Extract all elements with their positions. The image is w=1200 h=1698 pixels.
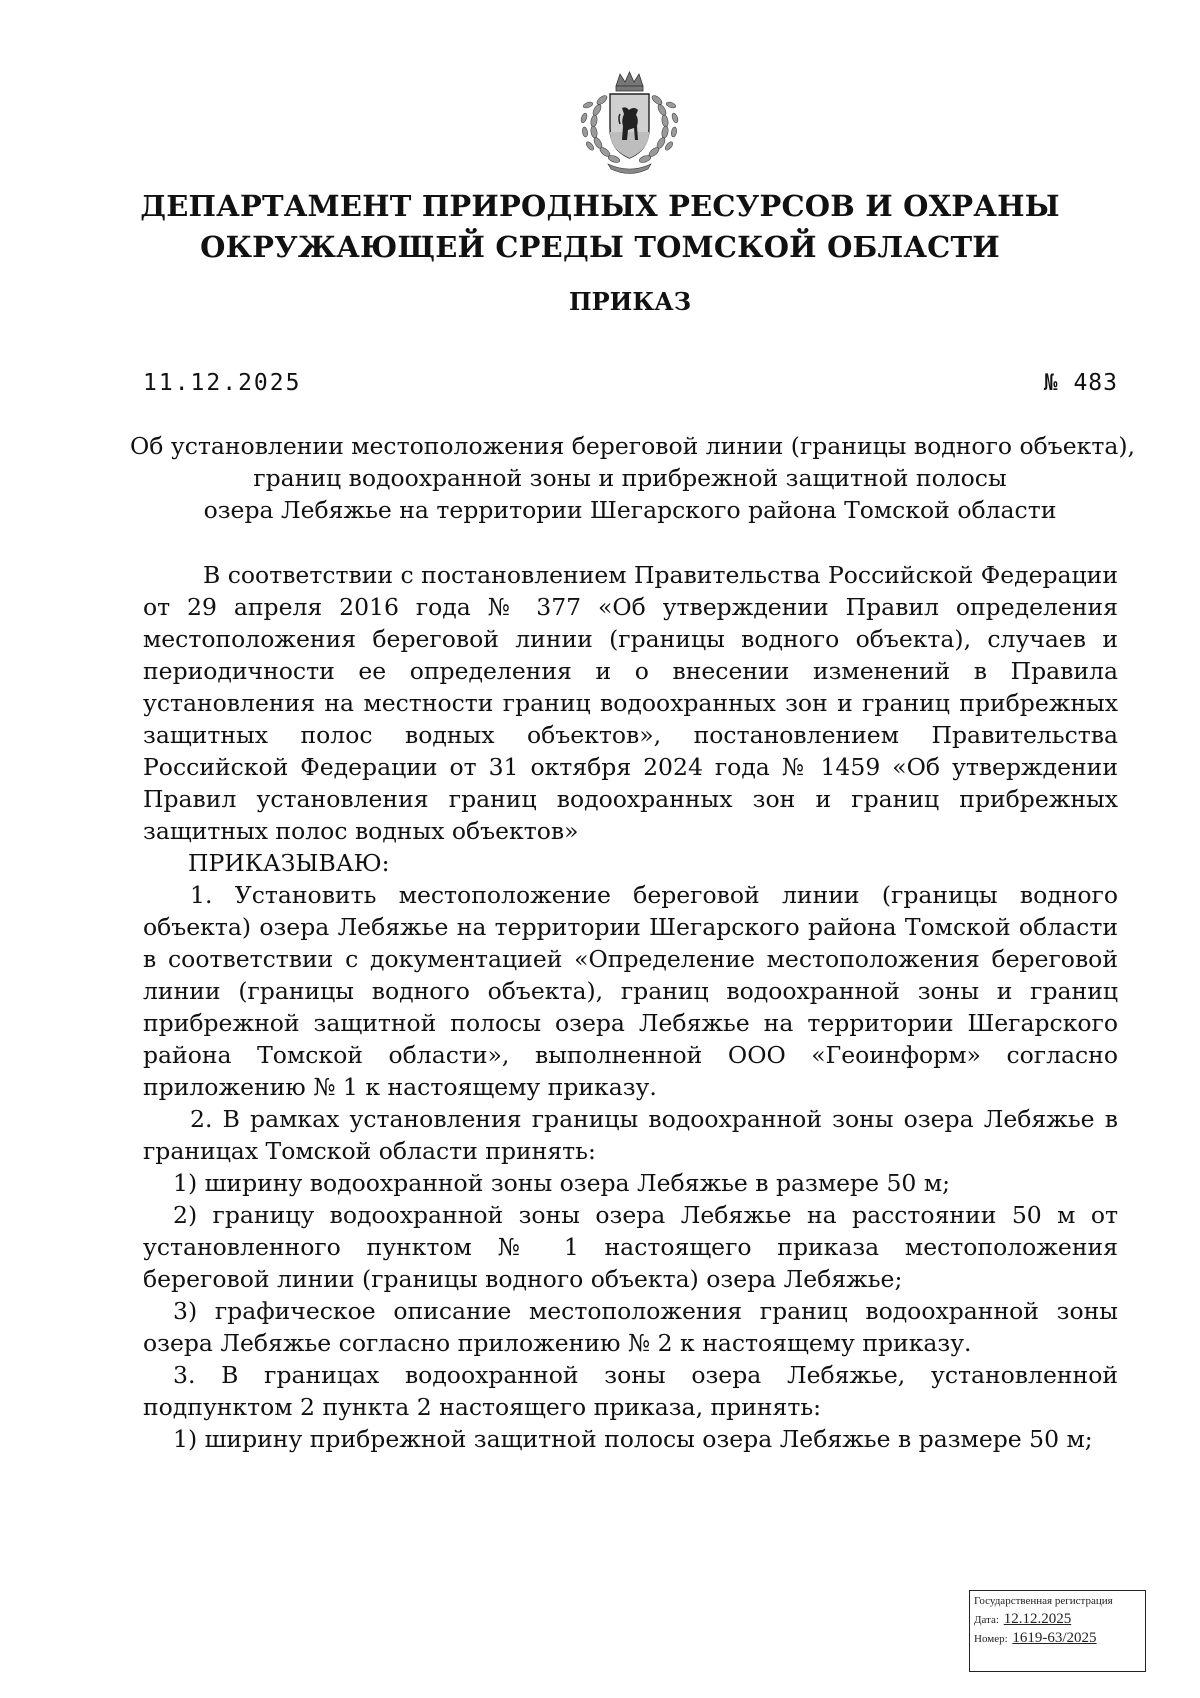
registration-number-row <box>974 1631 1141 1646</box>
registration-stamp <box>969 1590 1146 1672</box>
department-name <box>120 186 1080 268</box>
registration-number-value: 1619-63/2025 <box>1012 1630 1097 1646</box>
registration-date-label: Дата: <box>974 1614 999 1626</box>
document-number: № 483 <box>1043 370 1118 396</box>
order-item-2-2: 2) границу водоохранной зоны озера Лебяжье на расстоянии 50 м от установленного пунктом № 1 настоящего приказа местоположения береговой линии (границы водного объекта) озера Лебяжье; <box>143 1201 1118 1293</box>
document-type-title: ПРИКАЗ <box>568 287 692 316</box>
preamble-paragraph: В соответствии с постановлением Правительства Российской Федерации от 29 апреля 2016 года № 377 «Об утверждении Правил определения местоположения береговой линии (границы водного объекта), случаев и периодичности ее определения и о внесении изменений в Правила установления на местности границ водоохранных зон и границ прибрежных защитных полос водных объектов», постановлением Правительства Российской Федерации от 31 октября 2024 года № 1459 «Об утверждении Правил установления границ водоохранных зон и границ прибрежных защитных полос водных объектов» <box>143 561 1118 845</box>
department-name-line-1: ДЕПАРТАМЕНТ ПРИРОДНЫХ РЕСУРСОВ И ОХРАНЫ <box>140 189 1060 223</box>
order-item-2-1: 1) ширину водоохранной зоны озера Лебяжье в размере 50 м; <box>173 1169 951 1197</box>
order-item-3: 3. В границах водоохранной зоны озера Лебяжье, установленной подпунктом 2 пункта 2 настоящего приказа, принять: <box>143 1361 1118 1421</box>
document-date: 11.12.2025 <box>143 370 302 396</box>
order-item-1: 1. Установить местоположение береговой линии (границы водного объекта) озера Лебяжье на территории Шегарского района Томской области в соответствии с документацией «Определение местоположения береговой линии (границы водного объекта), границ водоохранной зоны и границ прибрежной защитной полосы озера Лебяжье на территории Шегарского района Томской области», выполненной ООО «Геоинформ» согласно приложению № 1 к настоящему приказу. <box>143 881 1118 1101</box>
registration-title: Государственная регистрация <box>974 1595 1113 1607</box>
subject-line-1: Об установлении местоположения береговой линии (границы водного объекта), <box>130 432 1136 460</box>
order-item-2: 2. В рамках установления границы водоохранной зоны озера Лебяжье в границах Томской области принять: <box>143 1105 1118 1165</box>
order-item-2-3: 3) графическое описание местоположения границ водоохранной зоны озера Лебяжье согласно приложению № 2 к настоящему приказу. <box>143 1297 1118 1357</box>
subject-line-2: границ водоохранной зоны и прибрежной защитной полосы <box>253 464 1007 492</box>
department-name-line-2: ОКРУЖАЮЩЕЙ СРЕДЫ ТОМСКОЙ ОБЛАСТИ <box>200 230 1000 264</box>
document-body <box>143 559 1118 1455</box>
order-item-3-1: 1) ширину прибрежной защитной полосы озера Лебяжье в размере 50 м; <box>173 1425 1093 1453</box>
registration-number-label: Номер: <box>974 1633 1008 1645</box>
coat-of-arms-icon <box>572 70 687 176</box>
registration-date-value: 12.12.2025 <box>1003 1611 1072 1627</box>
registration-date-row <box>974 1612 1141 1627</box>
order-word: ПРИКАЗЫВАЮ: <box>188 849 390 877</box>
subject-line-3: озера Лебяжье на территории Шегарского района Томской области <box>203 496 1057 524</box>
document-subject <box>130 430 1136 526</box>
